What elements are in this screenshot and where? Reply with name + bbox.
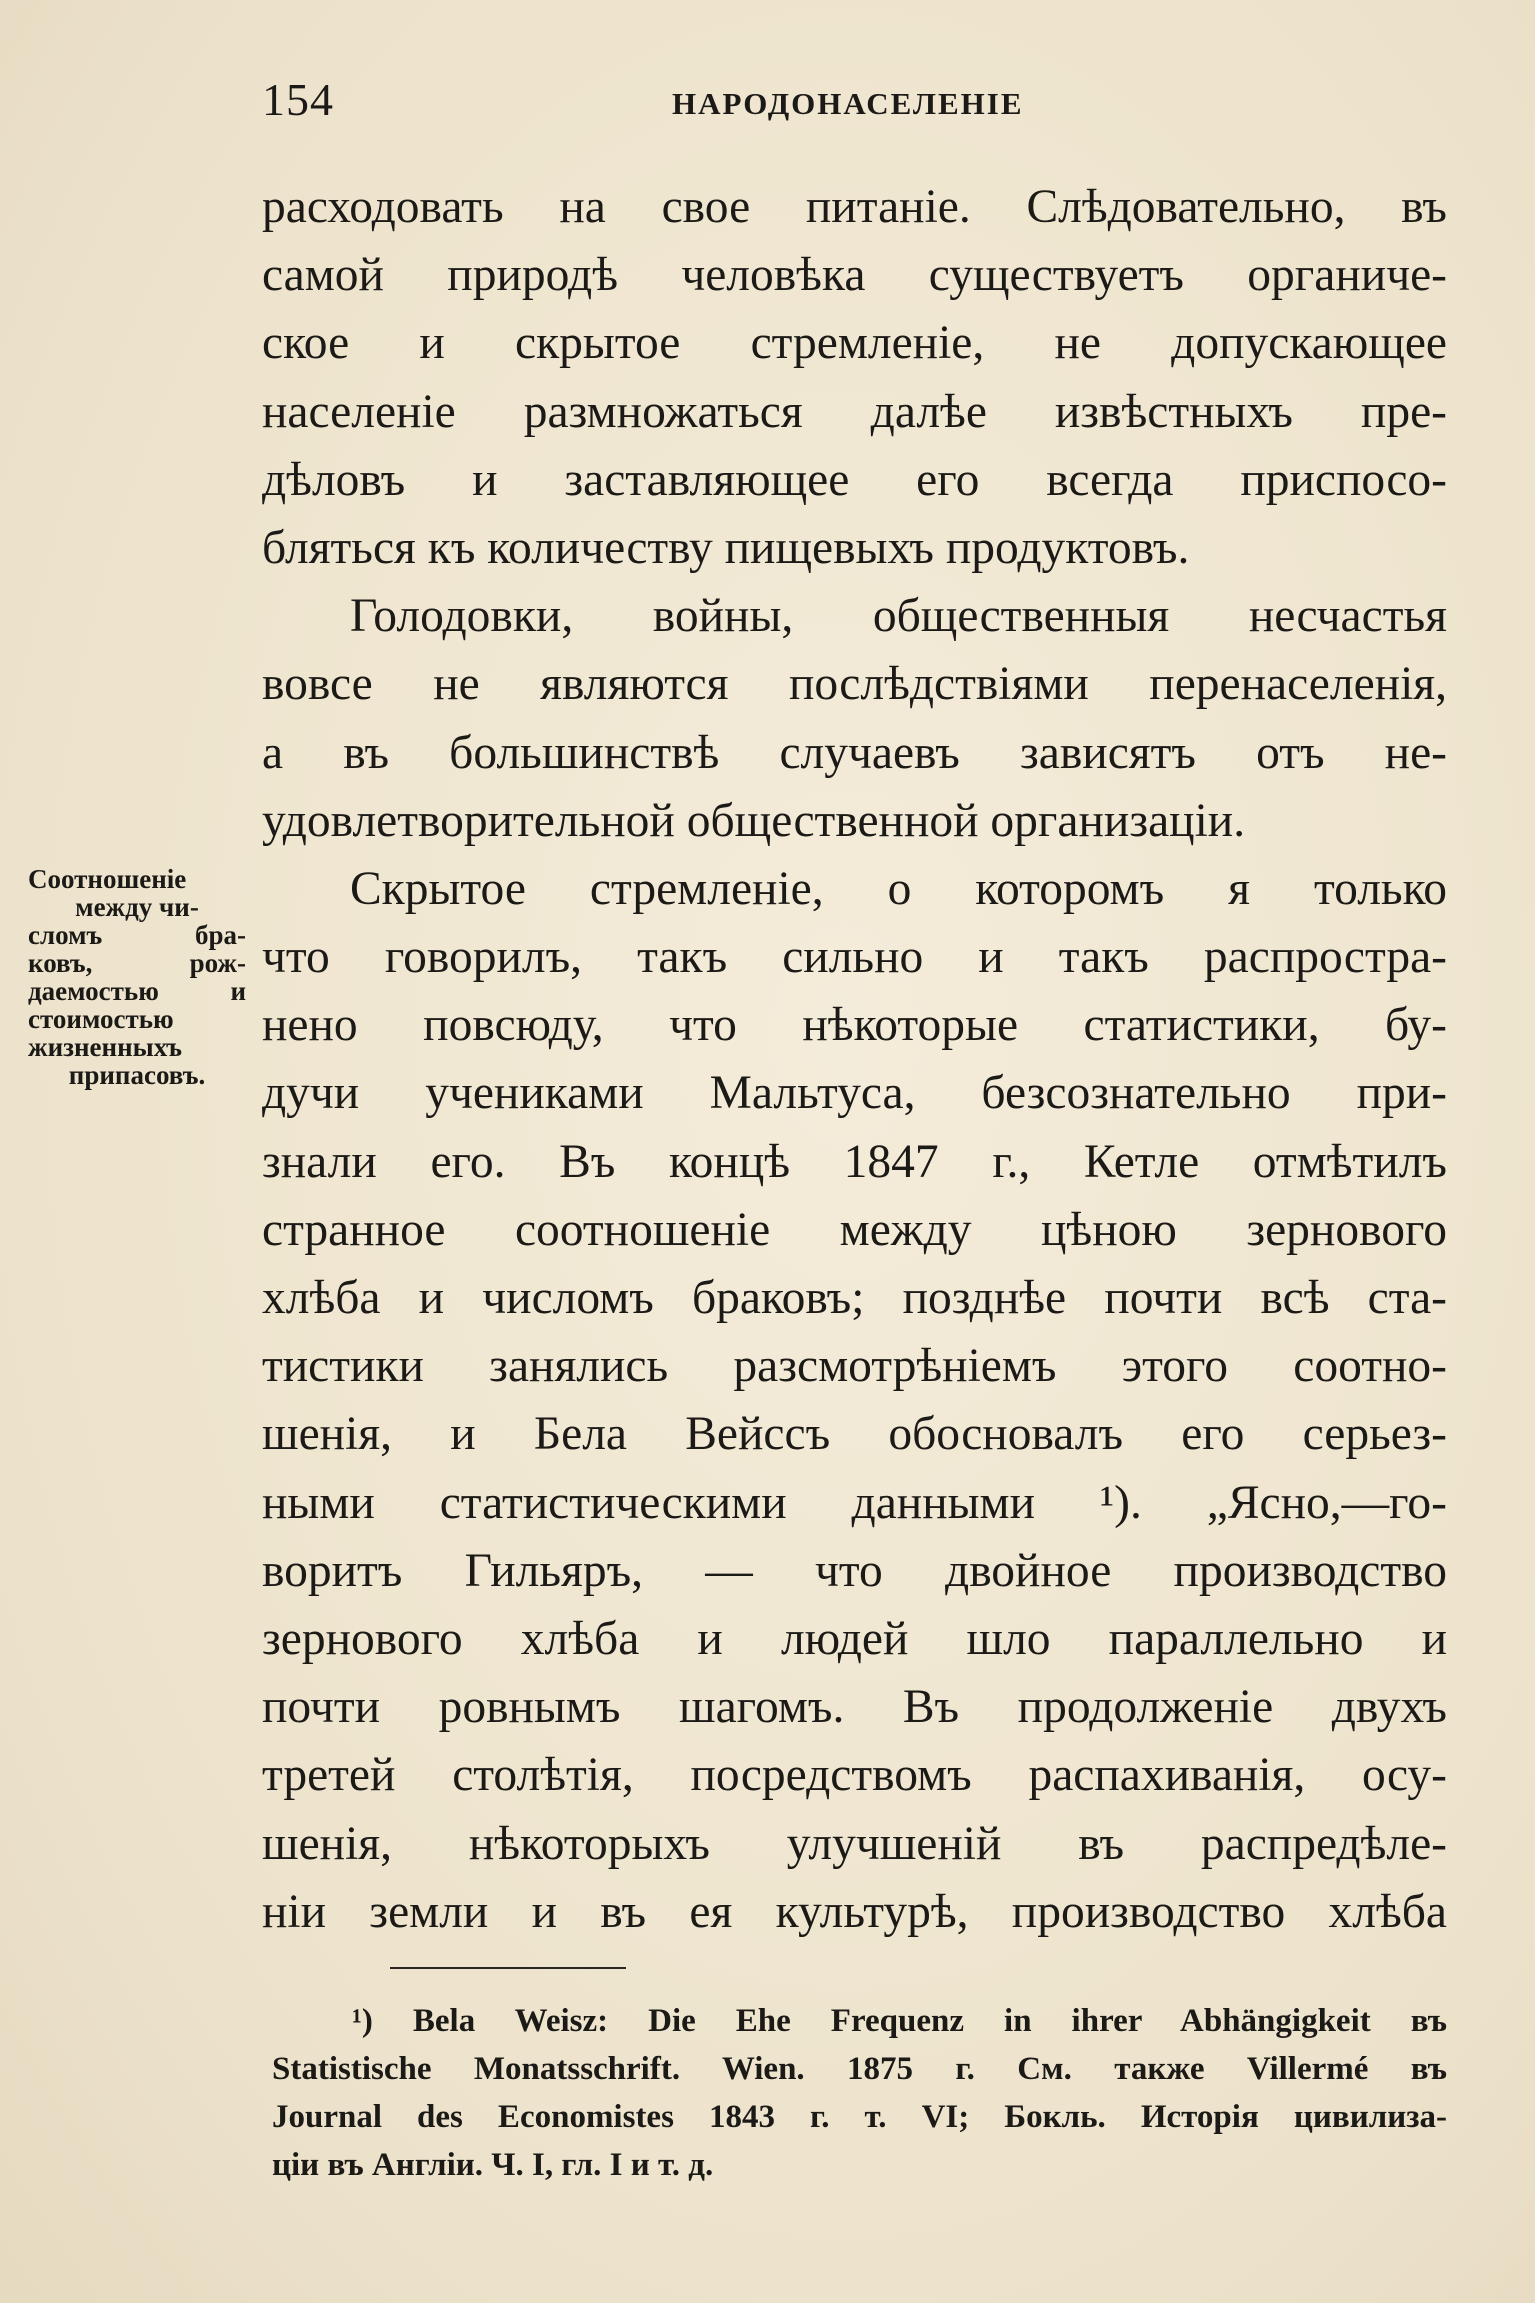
footnote-divider xyxy=(390,1967,626,1969)
page-header xyxy=(262,70,1447,130)
body-line: самой природѣ человѣка существуетъ органиче- xyxy=(262,249,1447,302)
body-line: удовлетворительной общественной организаціи. xyxy=(262,794,1246,847)
body-line: Голодовки, войны, общественныя несчастья xyxy=(350,590,1447,643)
marginal-note-line: даемостью и xyxy=(28,976,246,1006)
body-line: почти ровнымъ шагомъ. Въ продолженіе двухъ xyxy=(262,1681,1447,1734)
footnote-line: Statistische Monatsschrift. Wien. 1875 г. См. также Villermé въ xyxy=(272,2051,1447,2087)
marginal-note-line: Соотношеніе xyxy=(28,864,187,894)
body-line: зернового хлѣба и людей шло параллельно и xyxy=(262,1612,1447,1665)
body-line: ніи земли и въ ея культурѣ, производство хлѣба xyxy=(262,1885,1447,1938)
page-number: 154 xyxy=(262,74,334,125)
footnote-line: ¹) Bela Weisz: Die Ehe Frequenz in ihrer Abhängigkeit въ xyxy=(352,2003,1447,2039)
marginal-note-line: жизненныхъ xyxy=(28,1032,182,1062)
footnote-line: ціи въ Англіи. Ч. I, гл. I и т. д. xyxy=(272,2147,714,2183)
marginal-note-line: между чи- xyxy=(75,892,199,922)
body-line: третей столѣтія, посредствомъ распахиванія, осу- xyxy=(262,1749,1447,1802)
body-line: тистики занялись разсмотрѣніемъ этого соотно- xyxy=(262,1340,1447,1393)
body-line: нено повсюду, что нѣкоторые статистики, бу- xyxy=(262,999,1447,1052)
body-line: расходовать на свое питаніе. Слѣдовательно, въ xyxy=(262,181,1447,233)
body-line: шенія, и Бела Вейссъ обосновалъ его серьез- xyxy=(262,1408,1447,1461)
body-line: дѣловъ и заставляющее его всегда приспосо- xyxy=(262,453,1447,506)
body-line: ными статистическими данными ¹). „Ясно,—го- xyxy=(262,1476,1447,1529)
body-line: населеніе размножаться далѣе извѣстныхъ пре- xyxy=(262,385,1447,438)
body-line: что говорилъ, такъ сильно и такъ распростра- xyxy=(262,931,1447,984)
body-line: Скрытое стремленіе, о которомъ я только xyxy=(350,862,1447,915)
body-line: бляться къ количеству пищевыхъ продуктовъ. xyxy=(262,521,1190,574)
footnotes xyxy=(272,1997,1447,2189)
body-line: хлѣба и числомъ браковъ; позднѣе почти всѣ ста- xyxy=(262,1272,1447,1324)
marginal-note-line: сломъ бра- xyxy=(28,920,246,950)
body-line: знали его. Въ концѣ 1847 г., Кетле отмѣтилъ xyxy=(262,1135,1447,1188)
footnote-line: Journal des Economistes 1843 г. т. VI; Бокль. Исторія цивилиза- xyxy=(272,2099,1447,2135)
body-text xyxy=(262,173,1447,1946)
body-line: а въ большинствѣ случаевъ зависятъ отъ не- xyxy=(262,726,1447,779)
body-line: вовсе не являются послѣдствіями перенаселенія, xyxy=(262,658,1447,711)
body-line: дучи учениками Мальтуса, безсознательно при- xyxy=(262,1067,1447,1120)
body-line: воритъ Гильяръ, — что двойное производство xyxy=(262,1544,1447,1597)
body-line: шенія, нѣкоторыхъ улучшеній въ распредѣле- xyxy=(262,1817,1447,1870)
body-line: странное соотношеніе между цѣною зернового xyxy=(262,1203,1447,1256)
body-line: ское и скрытое стремленіе, не допускающее xyxy=(262,317,1447,370)
marginal-note-line: стоимостью xyxy=(28,1004,174,1034)
marginal-note xyxy=(28,865,246,1089)
marginal-note-line: ковъ, рож- xyxy=(28,948,246,978)
running-title: НАРОДОНАСЕЛЕНІЕ xyxy=(672,86,1024,121)
marginal-note-line: припасовъ. xyxy=(68,1060,206,1090)
